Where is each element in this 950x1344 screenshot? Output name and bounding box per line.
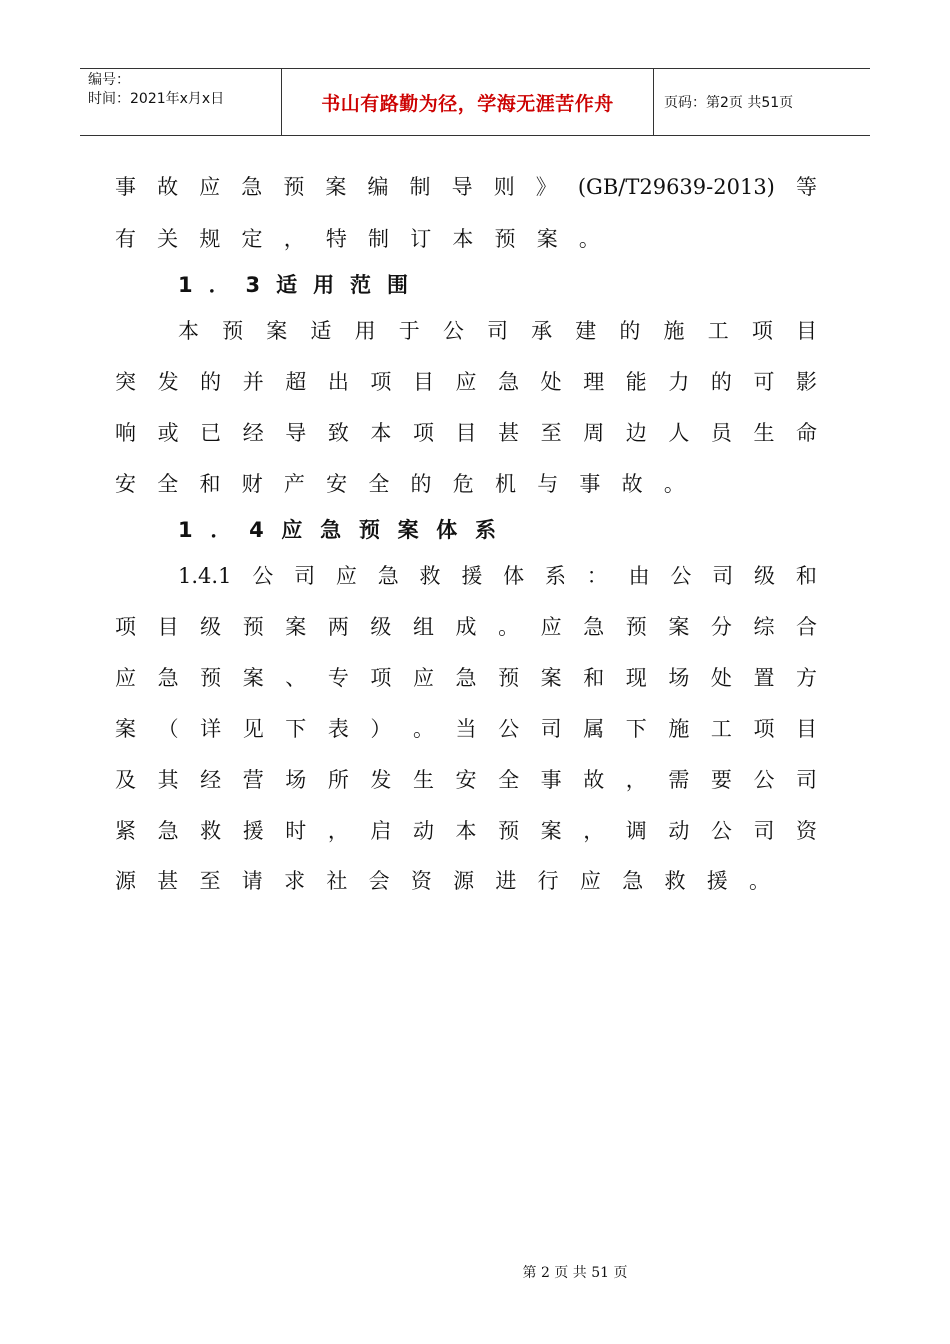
text-glyph: 本 [370,421,392,445]
text-glyph: 司 [294,564,316,588]
text-glyph: 项 [370,666,392,690]
text-glyph: 案 [540,819,562,843]
text-glyph: 命 [796,421,817,445]
text-glyph: 下 [625,717,647,741]
text-glyph: 公 [670,564,692,588]
body-line [115,224,600,254]
text-glyph: 和 [583,666,605,690]
text-glyph: 营 [242,768,264,792]
text-glyph: 已 [200,421,222,445]
text-glyph: 的 [619,319,641,343]
text-glyph: 及 [115,768,136,792]
text-glyph: 的 [410,472,432,496]
text-glyph: ， [283,227,305,251]
text-glyph: 救 [419,564,441,588]
text-glyph: 本 [452,227,474,251]
text-glyph: 故 [157,175,179,199]
text-glyph: 处 [710,666,732,690]
body-line [115,469,685,499]
text-glyph: 成 [455,615,477,639]
text-glyph: 应 [199,175,221,199]
text-glyph: 与 [537,472,559,496]
text-glyph: 要 [710,768,732,792]
text-glyph: 边 [625,421,647,445]
text-glyph: 系 [544,564,566,588]
text-glyph: 援 [706,869,728,893]
document-number-label: 编号： [88,72,130,88]
text-glyph: 定 [241,227,263,251]
body-line [178,316,817,346]
text-glyph: 响 [115,421,136,445]
text-glyph: 社 [326,869,348,893]
text-glyph: ） [370,717,392,741]
text-glyph: 产 [283,472,305,496]
body-line [115,172,817,202]
text-glyph: 合 [796,615,817,639]
body-line [115,765,817,795]
text-glyph: 。 [578,227,600,251]
text-glyph: 启 [370,819,392,843]
text-glyph: 案 [540,666,562,690]
text-glyph: 由 [628,564,650,588]
text-glyph: 进 [495,869,517,893]
text-glyph: 案 [242,666,264,690]
page-header [80,68,870,136]
text-glyph: 理 [583,370,605,394]
text-glyph: 事 [540,768,562,792]
text-glyph: 人 [668,421,690,445]
text-glyph: 等 [795,175,817,199]
text-glyph: 本 [455,819,477,843]
text-glyph: 施 [663,319,685,343]
text-glyph: 至 [540,421,562,445]
text-glyph: 急 [377,564,399,588]
text-glyph: 关 [157,227,179,251]
text-glyph: 安 [455,768,477,792]
text-glyph: 会 [368,869,390,893]
text-glyph: 1 [178,518,193,542]
text-glyph: 导 [285,421,307,445]
text-glyph: 适 [276,273,298,297]
text-glyph: 生 [412,768,434,792]
text-glyph: 应 [579,869,601,893]
text-glyph: 至 [199,869,221,893]
text-glyph: 急 [583,615,605,639]
text-glyph: 预 [242,615,264,639]
text-glyph: 所 [327,768,349,792]
text-glyph: 案 [266,319,288,343]
text-glyph: 级 [370,615,392,639]
text-glyph: 急 [157,819,179,843]
text-glyph: 目 [455,421,477,445]
section-heading-1-4 [178,515,496,545]
text-glyph: 请 [241,869,263,893]
text-glyph: 出 [327,370,349,394]
text-glyph: 则 [493,175,515,199]
text-glyph: 救 [664,869,686,893]
text-glyph: 急 [498,370,520,394]
text-glyph: 1.4.1 [178,564,232,588]
text-glyph: 财 [241,472,263,496]
text-glyph: 承 [531,319,553,343]
text-glyph: 司 [753,819,775,843]
text-glyph: 或 [157,421,179,445]
text-glyph: 预 [200,666,222,690]
text-glyph: 全 [157,472,179,496]
document-time: 时间：2021年x月x日 [88,91,225,107]
body-line [115,714,817,744]
text-glyph: 表 [327,717,349,741]
text-glyph: 案 [285,615,307,639]
text-glyph: 围 [386,273,408,297]
page-footer [0,1262,950,1282]
footer-page-number: 第 2 页 共 51 页 [522,1265,628,1281]
text-glyph: 制 [368,227,390,251]
text-glyph: 应 [412,666,434,690]
text-glyph: 危 [452,472,474,496]
text-glyph: 公 [252,564,274,588]
text-glyph: 预 [222,319,244,343]
text-glyph: 、 [285,666,307,690]
text-glyph: 应 [335,564,357,588]
text-glyph: 应 [455,370,477,394]
text-glyph: 援 [461,564,483,588]
text-glyph: 发 [370,768,392,792]
text-glyph: 见 [242,717,264,741]
text-glyph: 机 [494,472,516,496]
text-glyph: 源 [453,869,475,893]
text-glyph: 的 [200,370,222,394]
body-line [115,866,770,896]
text-glyph: ， [583,819,605,843]
text-glyph: 详 [200,717,222,741]
text-glyph: 现 [625,666,647,690]
text-glyph: 生 [753,421,775,445]
text-glyph: 项 [370,370,392,394]
text-glyph: 发 [157,370,179,394]
text-glyph: 需 [668,768,690,792]
text-glyph: 预 [498,819,520,843]
text-glyph: 事 [115,175,136,199]
text-glyph: 属 [583,717,605,741]
text-glyph: 目 [412,370,434,394]
text-glyph: 资 [410,869,432,893]
text-glyph: 资 [796,819,817,843]
text-glyph: 于 [398,319,420,343]
text-glyph: ， [327,819,349,843]
text-glyph: 综 [753,615,775,639]
text-glyph: 级 [200,615,222,639]
text-glyph: 时 [285,819,307,843]
text-glyph: 组 [412,615,434,639]
text-glyph: 体 [503,564,525,588]
text-glyph: 预 [283,175,305,199]
text-glyph: 救 [200,819,222,843]
text-glyph: 力 [668,370,690,394]
text-glyph: ： [586,564,608,588]
text-glyph: 司 [712,564,734,588]
text-glyph: 方 [796,666,817,690]
text-glyph: 周 [583,421,605,445]
text-glyph: 公 [753,768,775,792]
text-glyph: 用 [354,319,376,343]
section-heading-1-3 [178,270,408,300]
text-glyph: 。 [663,472,685,496]
text-glyph: 》 [535,175,557,199]
text-glyph: 体 [436,518,458,542]
text-glyph: 经 [242,421,264,445]
text-glyph: 场 [285,768,307,792]
text-glyph: 司 [486,319,508,343]
text-glyph: 甚 [498,421,520,445]
text-glyph: 紧 [115,819,136,843]
text-glyph: 3 [245,273,261,297]
text-glyph: 安 [326,472,348,496]
text-glyph: 事 [579,472,601,496]
text-glyph: 目 [157,615,179,639]
text-glyph: 工 [710,717,732,741]
text-glyph: 。 [412,717,434,741]
text-glyph: 案 [536,227,558,251]
text-glyph: (GB/T29639-2013) [577,175,775,199]
text-glyph: 甚 [157,869,179,893]
text-glyph: 调 [625,819,647,843]
text-glyph: 案 [325,175,347,199]
text-glyph: 有 [115,227,136,251]
text-glyph: 急 [241,175,263,199]
text-glyph: 案 [397,518,419,542]
text-glyph: 员 [710,421,732,445]
body-line [115,612,817,642]
text-glyph: 源 [115,869,136,893]
text-glyph: 全 [498,768,520,792]
text-glyph: 场 [668,666,690,690]
header-page-info: 页码：第2页 共51页 [664,95,794,111]
text-glyph: 本 [178,319,199,343]
text-glyph: 动 [412,819,434,843]
text-glyph: 故 [583,768,605,792]
body-line [115,663,817,693]
text-glyph: 专 [327,666,349,690]
body-line [115,816,817,846]
header-meta [80,69,282,135]
text-glyph: 导 [451,175,473,199]
text-glyph: 4 [249,518,264,542]
text-glyph: 当 [455,717,477,741]
text-glyph: 援 [242,819,264,843]
text-glyph: 适 [310,319,332,343]
text-glyph: 预 [494,227,516,251]
body-line [178,561,817,591]
text-glyph: 项 [751,319,773,343]
text-glyph: ． [208,273,230,297]
text-glyph: 公 [498,717,520,741]
text-glyph: 公 [442,319,464,343]
text-glyph: 应 [540,615,562,639]
text-glyph: 目 [795,319,817,343]
text-glyph: 项 [412,421,434,445]
text-glyph: 应 [281,518,303,542]
text-glyph: 案 [115,717,136,741]
text-glyph: 订 [410,227,432,251]
text-glyph: 级 [754,564,775,588]
text-glyph: 案 [668,615,690,639]
text-glyph: 建 [575,319,597,343]
body-line [115,367,817,397]
text-glyph: 和 [795,564,817,588]
text-glyph: （ [157,717,179,741]
text-glyph: 预 [358,518,380,542]
text-glyph: 司 [540,717,562,741]
text-glyph: 突 [115,370,136,394]
text-glyph: 置 [753,666,775,690]
text-glyph: 和 [199,472,221,496]
text-glyph: 急 [320,518,342,542]
text-glyph: 编 [367,175,389,199]
text-glyph: 司 [796,768,817,792]
text-glyph: 预 [498,666,520,690]
text-glyph: 分 [710,615,732,639]
text-glyph: 致 [327,421,349,445]
text-glyph: 行 [537,869,559,893]
text-glyph: 公 [710,819,732,843]
text-glyph: 。 [498,615,520,639]
text-glyph: 制 [409,175,431,199]
text-glyph: 影 [796,370,817,394]
text-glyph: 急 [157,666,179,690]
text-glyph: 全 [368,472,390,496]
text-glyph: 的 [710,370,732,394]
header-motto: 书山有路勤为径，学海无涯苦作舟 [282,69,654,135]
text-glyph: 下 [285,717,307,741]
text-glyph: 用 [313,273,335,297]
text-glyph: 范 [350,273,372,297]
text-glyph: 可 [753,370,775,394]
text-glyph: 能 [625,370,647,394]
text-glyph: 项 [753,717,775,741]
text-glyph: 两 [327,615,349,639]
text-glyph: 处 [540,370,562,394]
text-glyph: 1 [178,273,193,297]
text-glyph: 规 [199,227,221,251]
text-glyph: 急 [622,869,644,893]
text-glyph: 施 [668,717,690,741]
text-glyph: 系 [475,518,496,542]
body-line [115,418,817,448]
text-glyph: 。 [748,869,770,893]
text-glyph: 目 [796,717,817,741]
text-glyph: 动 [668,819,690,843]
text-glyph: 其 [157,768,179,792]
text-glyph: 安 [115,472,136,496]
text-glyph: 应 [115,666,136,690]
text-glyph: 工 [707,319,729,343]
text-glyph: 故 [621,472,643,496]
text-glyph: 超 [285,370,307,394]
text-glyph: 项 [115,615,136,639]
text-glyph: ， [625,768,647,792]
text-glyph: 经 [200,768,222,792]
text-glyph: ． [210,518,232,542]
text-glyph: 特 [325,227,347,251]
text-glyph: 预 [625,615,647,639]
text-glyph: 急 [455,666,477,690]
text-glyph: 并 [242,370,264,394]
text-glyph: 求 [284,869,306,893]
